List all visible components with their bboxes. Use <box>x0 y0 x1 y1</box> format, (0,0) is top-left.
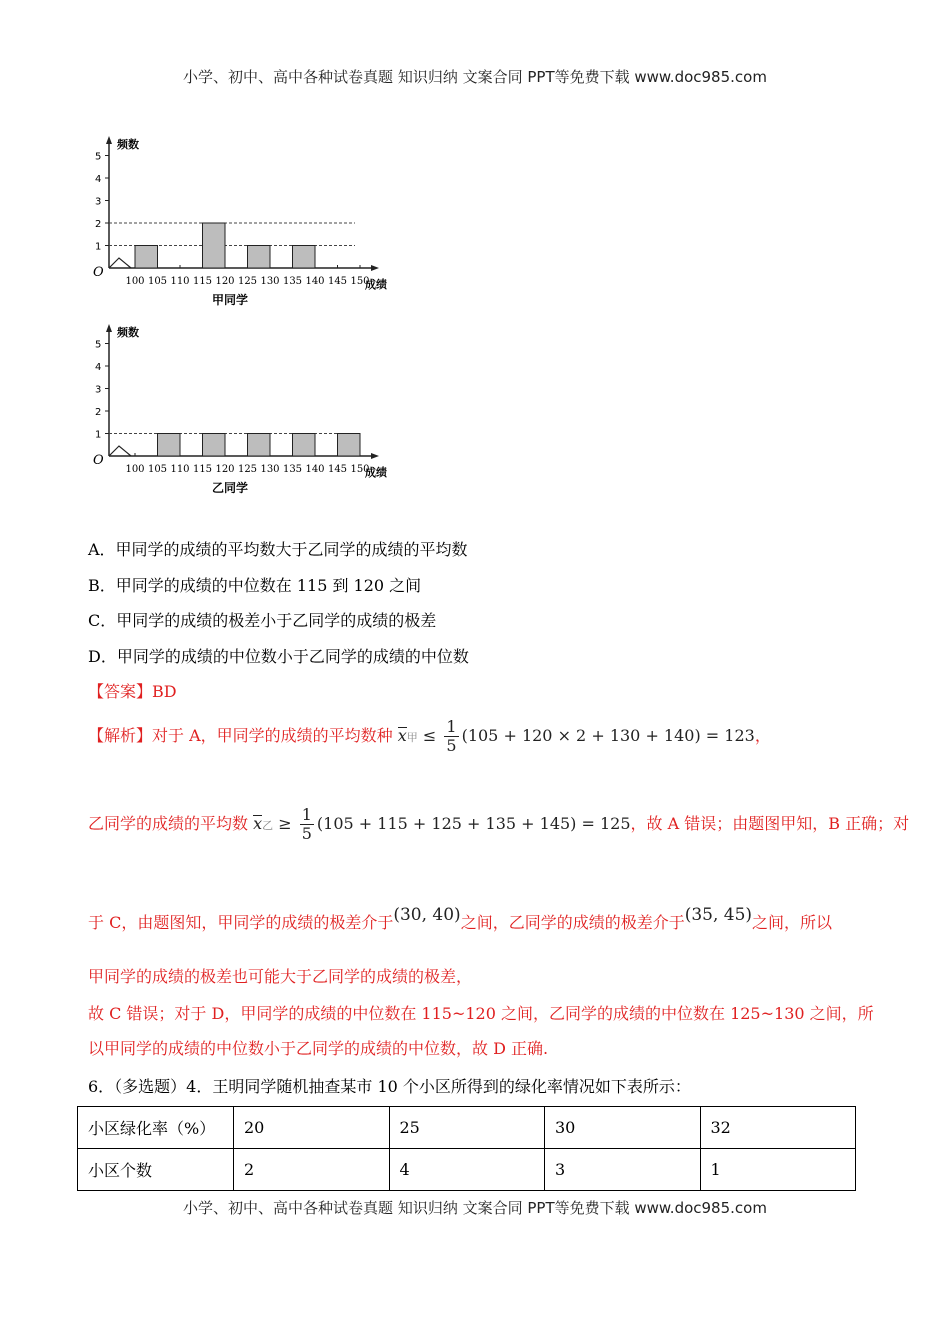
y-tick-label: 3 <box>95 196 102 208</box>
histogram-bar <box>338 434 361 457</box>
rel-jia: ≤ <box>422 726 437 745</box>
table-row <box>78 1107 856 1149</box>
x-tick-label: 100 <box>125 464 145 475</box>
x-tick-label: 115 <box>192 276 213 287</box>
table-cell: 1 <box>700 1149 856 1191</box>
analysis-l3-c: 之间，所以 <box>752 913 833 932</box>
analysis-line-6: 以甲同学的成绩的中位数小于乙同学的成绩的中位数，故 D 正确. <box>88 1039 549 1058</box>
histogram-bar <box>248 246 271 269</box>
x-tick-label: 100 <box>125 276 145 287</box>
chart-title: 乙同学 <box>211 481 249 495</box>
option-d: D．甲同学的成绩的中位数小于乙同学的成绩的中位数 <box>88 647 469 666</box>
table-cell: 25 <box>389 1107 545 1149</box>
y-tick-label: 1 <box>95 241 102 253</box>
x-tick-label: 120 <box>215 276 235 287</box>
mean-yi-formula <box>253 805 631 843</box>
histogram-jia-svg <box>85 128 405 313</box>
x-tick-label: 105 <box>147 464 168 475</box>
analysis-line-2 <box>88 806 909 843</box>
chart-title: 甲同学 <box>211 293 249 307</box>
histogram-yi <box>85 316 405 506</box>
table-cell: 30 <box>545 1107 701 1149</box>
analysis-line-1 <box>88 718 771 755</box>
y-tick-label: 2 <box>95 219 102 230</box>
y-tick-label: 4 <box>95 362 102 373</box>
x-tick-label: 135 <box>282 276 303 287</box>
x-tick-label: 110 <box>170 464 190 475</box>
x-tick-label: 130 <box>260 276 280 287</box>
origin-label: O <box>93 453 104 468</box>
table-cell: 2 <box>234 1149 390 1191</box>
x-axis-label: 成绩 <box>365 466 387 479</box>
page-header: 小学、初中、高中各种试卷真题 知识归纳 文案合同 PPT等免费下载 www.doc985.com <box>183 68 767 86</box>
page-footer: 小学、初中、高中各种试卷真题 知识归纳 文案合同 PPT等免费下载 www.doc985.com <box>183 1199 767 1217</box>
rel-yi: ≥ <box>278 814 292 833</box>
histogram-bar <box>293 246 316 269</box>
analysis-l1-text: 对于 A，甲同学的成绩的平均数种 <box>152 726 393 745</box>
histogram-jia <box>85 128 405 313</box>
analysis-l2-text: 乙同学的成绩的平均数 <box>88 814 249 833</box>
fraction-yi <box>300 806 314 843</box>
x-tick-label: 140 <box>305 464 325 475</box>
x-tick-label: 125 <box>237 464 258 475</box>
answer-tag: 【答案】 <box>88 682 153 701</box>
greening-table <box>77 1106 856 1191</box>
analysis-line-3 <box>88 905 832 933</box>
histogram-bar <box>293 434 316 457</box>
expr-yi: (105 + 115 + 125 + 135 + 145) = 125 <box>316 814 631 833</box>
x-tick-label: 135 <box>282 464 303 475</box>
analysis-line-4: 甲同学的成绩的极差也可能大于乙同学的成绩的极差， <box>88 967 473 986</box>
table-cell: 小区绿化率（%） <box>78 1107 234 1149</box>
xbar-yi: x <box>253 814 263 833</box>
x-tick-label: 125 <box>237 276 258 287</box>
x-tick-label: 115 <box>192 464 213 475</box>
analysis-l3-b: 之间，乙同学的成绩的极差介于 <box>460 913 685 932</box>
histogram-bar <box>158 434 181 457</box>
analysis-l3-a: 于 C，由题图知，甲同学的成绩的极差介于 <box>88 913 394 932</box>
y-tick-label: 3 <box>95 384 102 396</box>
axis-break <box>109 258 131 268</box>
y-axis-label: 频数 <box>117 138 139 151</box>
axis-break <box>109 446 131 456</box>
table-cell: 小区个数 <box>78 1149 234 1191</box>
histogram-yi-svg <box>85 316 405 506</box>
x-tick-label: 150 <box>350 464 370 475</box>
x-tick-label: 105 <box>147 276 168 287</box>
answer-value: BD <box>152 682 177 701</box>
table-cell: 32 <box>700 1107 856 1149</box>
y-axis-arrow <box>106 324 112 332</box>
sub-jia: 甲 <box>406 731 418 744</box>
table-cell: 20 <box>234 1107 390 1149</box>
x-tick-label: 145 <box>327 464 348 475</box>
histogram-bar <box>203 434 226 457</box>
range-jia: (30, 40) <box>393 905 461 925</box>
x-axis-label: 成绩 <box>365 278 387 291</box>
question-6-text: 6．（多选题）4．王明同学随机抽查某市 10 个小区所得到的绿化率情况如下表所示： <box>88 1077 691 1096</box>
table-cell: 4 <box>389 1149 545 1191</box>
y-tick-label: 1 <box>95 429 102 441</box>
origin-label: O <box>93 265 104 280</box>
answer-line <box>88 679 177 702</box>
histogram-bar <box>203 223 226 268</box>
y-tick-label: 5 <box>95 339 102 351</box>
mean-jia-formula <box>397 717 755 755</box>
l2-end: ，故 A 错误；由题图甲知，B 正确；对 <box>630 814 910 833</box>
analysis-tag: 【解析】 <box>88 726 153 745</box>
x-tick-label: 120 <box>215 464 235 475</box>
frac-num: 1 <box>446 717 457 736</box>
y-axis-label: 频数 <box>117 326 139 339</box>
option-b: B．甲同学的成绩的中位数在 115 到 120 之间 <box>88 576 422 595</box>
x-tick-label: 150 <box>350 276 370 287</box>
x-axis-arrow <box>371 265 379 271</box>
x-tick-label: 130 <box>260 464 280 475</box>
fraction-jia <box>444 718 458 755</box>
y-tick-label: 4 <box>95 174 102 185</box>
range-yi: (35, 45) <box>684 905 753 925</box>
frac-den-2: 5 <box>301 824 312 843</box>
y-tick-label: 2 <box>95 407 102 418</box>
y-axis-arrow <box>106 136 112 144</box>
frac-den: 5 <box>446 736 457 755</box>
frac-num-2: 1 <box>301 805 312 824</box>
analysis-line-5: 故 C 错误；对于 D，甲同学的成绩的中位数在 115~120 之间，乙同学的成绩的中位数在 125~130 之间，所 <box>88 1004 874 1023</box>
y-tick-label: 5 <box>95 151 102 163</box>
sub-yi: 乙 <box>262 819 274 832</box>
l1-end: ， <box>754 726 771 745</box>
histogram-bar <box>135 246 158 269</box>
histogram-bar <box>248 434 271 457</box>
x-tick-label: 145 <box>327 276 348 287</box>
expr-jia: (105 + 120 × 2 + 130 + 140) = 123 <box>461 726 755 745</box>
table-row <box>78 1149 856 1191</box>
option-a: A．甲同学的成绩的平均数大于乙同学的成绩的平均数 <box>88 540 468 559</box>
x-axis-arrow <box>371 453 379 459</box>
option-c: C．甲同学的成绩的极差小于乙同学的成绩的极差 <box>88 611 437 630</box>
xbar-jia: x <box>397 726 407 745</box>
table-cell: 3 <box>545 1149 701 1191</box>
x-tick-label: 110 <box>170 276 190 287</box>
x-tick-label: 140 <box>305 276 325 287</box>
